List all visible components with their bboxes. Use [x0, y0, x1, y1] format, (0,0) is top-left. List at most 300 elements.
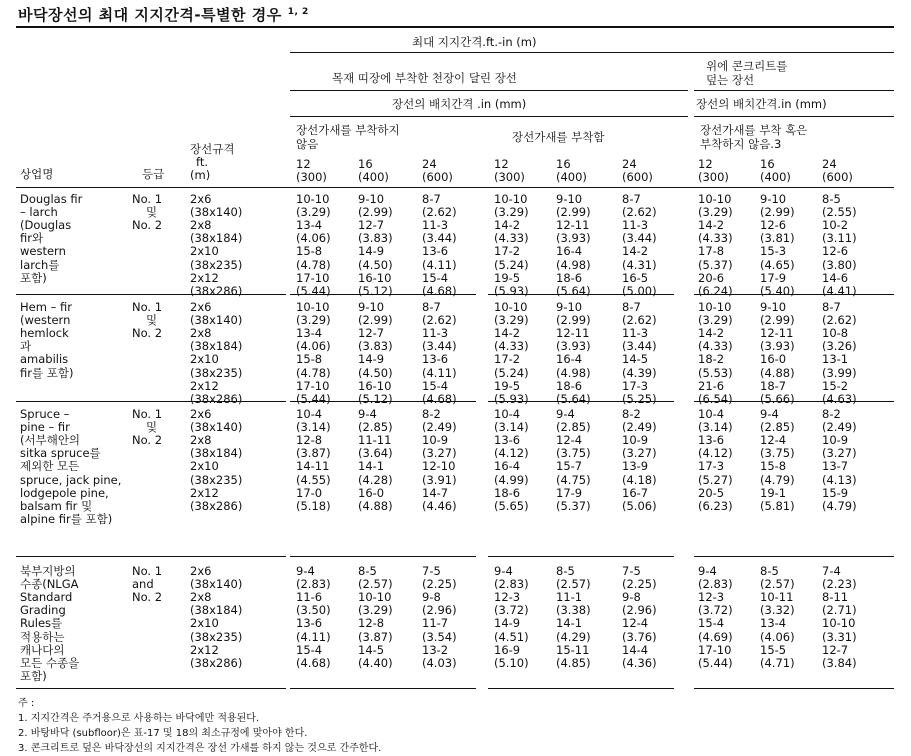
span-ft-in: 8-5 — [760, 564, 779, 578]
span-m: (2.96) — [422, 603, 457, 618]
species-name-line: 캐나다의 — [20, 642, 65, 657]
span-ft-in: 14-5 — [358, 642, 385, 657]
span-m: (2.99) — [760, 313, 795, 328]
header-size-3: (m) — [190, 168, 211, 182]
span-m: (4.65) — [760, 257, 795, 272]
span-ft-in: 10-10 — [358, 590, 392, 605]
species-name-line: Rules를 — [20, 616, 63, 631]
span-ft-in: 16-10 — [358, 378, 392, 393]
span-m: (2.62) — [622, 205, 657, 220]
span-ft-in: 18-2 — [698, 352, 725, 367]
joist-size: 2x6 — [190, 300, 212, 314]
span-m: (4.99) — [494, 472, 529, 487]
span-m: (3.75) — [556, 446, 591, 461]
span-ft-in: 9-4 — [698, 564, 717, 578]
span-m: (3.81) — [760, 231, 795, 246]
span-ft-in: 14-6 — [822, 270, 849, 285]
span-ft-in: 10-11 — [760, 590, 794, 605]
span-m: (3.29) — [698, 205, 733, 220]
span-ft-in: 19-1 — [760, 485, 787, 500]
span-m: (4.12) — [698, 446, 733, 461]
span-ft-in: 16-7 — [622, 485, 649, 500]
joist-size-mm: (38x286) — [190, 655, 243, 670]
section-rule — [694, 556, 894, 557]
header-species: 상업명 — [20, 167, 54, 181]
span-ft-in: 11-3 — [422, 326, 449, 341]
spacing-mm-1: (400) — [358, 170, 389, 184]
span-ft-in: 10-9 — [422, 433, 449, 448]
span-ft-in: 10-8 — [822, 326, 849, 341]
joist-size: 2x8 — [190, 433, 212, 448]
span-ft-in: 8-5 — [358, 564, 377, 578]
span-m: (2.62) — [422, 313, 457, 328]
span-ft-in: 12-7 — [822, 642, 849, 657]
span-m: (5.12) — [358, 283, 393, 298]
span-m: (3.29) — [494, 313, 529, 328]
span-m: (2.62) — [422, 205, 457, 220]
header-spacing-wood: 장선의 배치간격 .in (mm) — [392, 97, 527, 111]
span-m: (3.54) — [422, 629, 457, 644]
span-m: (3.75) — [760, 446, 795, 461]
header-span-title: 최대 지지간격.ft.-in (m) — [412, 35, 537, 49]
span-m: (5.10) — [494, 655, 529, 670]
species-name-line: amabilis — [20, 352, 69, 367]
span-ft-in: 10-9 — [822, 433, 849, 448]
span-ft-in: 12-11 — [556, 326, 590, 341]
span-m: (5.81) — [760, 498, 795, 513]
section-rule — [16, 401, 286, 402]
span-ft-in: 8-5 — [556, 564, 575, 578]
span-m: (2.25) — [622, 577, 657, 592]
joist-size: 2x10 — [190, 244, 219, 259]
joist-size: 2x12 — [190, 485, 219, 500]
span-m: (5.64) — [556, 283, 591, 298]
span-ft-in: 16-4 — [556, 352, 583, 367]
section-rule — [16, 294, 286, 295]
span-m: (4.50) — [358, 365, 393, 380]
grade-line: No. 2 — [132, 590, 163, 605]
span-m: (6.24) — [698, 283, 733, 298]
span-ft-in: 10-10 — [296, 300, 330, 314]
title-text: 바닥장선의 최대 지지간격-특별한 경우 — [18, 6, 282, 24]
span-m: (4.98) — [556, 257, 591, 272]
span-m: (5.00) — [622, 283, 657, 298]
span-ft-in: 14-4 — [622, 642, 649, 657]
span-ft-in: 19-5 — [494, 378, 521, 393]
span-ft-in: 15-8 — [296, 352, 323, 367]
span-m: (3.44) — [622, 339, 657, 354]
span-m: (6.23) — [698, 498, 733, 513]
span-ft-in: 15-5 — [760, 642, 787, 657]
span-m: (5.40) — [760, 283, 795, 298]
span-m: (4.41) — [822, 283, 857, 298]
span-m: (4.50) — [358, 257, 393, 272]
species-name-line: Standard — [20, 590, 73, 605]
grade-line: No. 2 — [132, 326, 163, 341]
span-m: (4.55) — [296, 472, 331, 487]
span-m: (5.37) — [556, 498, 591, 513]
header-rule-spacing-wood — [290, 116, 688, 117]
joist-size-mm: (38x184) — [190, 231, 243, 246]
species-name-line: larch를 — [20, 257, 60, 272]
span-m: (3.91) — [422, 472, 457, 487]
span-ft-in: 18-6 — [494, 485, 521, 500]
span-ft-in: 8-2 — [822, 407, 841, 421]
header-group-concrete-2: 덮는 장선 — [706, 73, 755, 87]
span-m: (2.99) — [556, 313, 591, 328]
span-ft-in: 13-1 — [822, 352, 849, 367]
species-name-line: Grading — [20, 603, 66, 618]
span-ft-in: 8-7 — [622, 300, 641, 314]
span-ft-in: 13-6 — [422, 244, 449, 259]
joist-size: 2x8 — [190, 590, 212, 605]
span-ft-in: 11-3 — [422, 218, 449, 233]
span-ft-in: 15-11 — [556, 642, 590, 657]
span-m: (5.44) — [698, 655, 733, 670]
grade-line: No. 1 — [132, 564, 163, 578]
grade-line: No. 2 — [132, 218, 163, 233]
span-ft-in: 13-6 — [296, 616, 323, 631]
species-name-line: alpine fir를 포함) — [20, 511, 113, 526]
joist-size-mm: (38x184) — [190, 446, 243, 461]
grade-line: No. 1 — [132, 192, 163, 206]
grade-line: No. 2 — [132, 433, 163, 448]
species-name-line: Spruce – — [20, 407, 70, 421]
span-ft-in: 12-4 — [622, 616, 649, 631]
span-m: (5.93) — [494, 283, 529, 298]
span-ft-in: 10-10 — [698, 192, 732, 206]
span-ft-in: 16-4 — [494, 459, 521, 474]
species-name-line: Douglas fir — [20, 192, 83, 206]
span-m: (3.31) — [822, 629, 857, 644]
span-m: (4.18) — [622, 472, 657, 487]
span-m: (3.27) — [622, 446, 657, 461]
spacing-mm-0: (300) — [296, 170, 327, 184]
span-m: (3.87) — [358, 629, 393, 644]
spacing-in-5: 24 — [622, 157, 637, 171]
span-ft-in: 18-6 — [556, 270, 583, 285]
span-m: (5.64) — [556, 391, 591, 406]
span-ft-in: 16-5 — [622, 270, 649, 285]
spacing-in-4: 16 — [556, 157, 571, 171]
span-ft-in: 14-7 — [422, 485, 449, 500]
span-m: (4.46) — [422, 498, 457, 513]
joist-size: 2x8 — [190, 326, 212, 341]
span-m: (4.88) — [358, 498, 393, 513]
grade-line: 및 — [146, 420, 158, 435]
grade-line: 및 — [146, 313, 158, 328]
span-m: (3.44) — [422, 339, 457, 354]
span-m: (3.44) — [422, 231, 457, 246]
span-ft-in: 7-5 — [622, 564, 641, 578]
span-ft-in: 9-10 — [760, 192, 787, 206]
span-m: (4.68) — [422, 391, 457, 406]
spacing-mm-4: (400) — [556, 170, 587, 184]
span-m: (4.11) — [422, 365, 457, 380]
span-ft-in: 9-4 — [358, 407, 377, 421]
footnote-3: 3. 콘크리트로 덮은 바닥장선의 지지간격은 장선 가새를 하지 않는 것으로 간주한다. — [18, 743, 382, 754]
header-spacing-concrete: 장선의 배치간격.in (mm) — [696, 97, 827, 111]
span-ft-in: 9-8 — [422, 590, 441, 605]
span-m: (5.24) — [494, 257, 529, 272]
span-m: (2.99) — [760, 205, 795, 220]
span-ft-in: 10-10 — [494, 300, 528, 314]
span-ft-in: 8-2 — [622, 407, 641, 421]
span-m: (5.06) — [622, 498, 657, 513]
joist-size-mm: (38x286) — [190, 498, 243, 513]
species-name-line: 수종(NLGA — [20, 577, 79, 592]
species-name-line: 포함) — [20, 270, 47, 285]
span-m: (3.27) — [422, 446, 457, 461]
span-ft-in: 15-4 — [296, 642, 323, 657]
span-ft-in: 13-2 — [422, 642, 449, 657]
span-m: (2.99) — [358, 313, 393, 328]
span-ft-in: 12-11 — [556, 218, 590, 233]
joist-size-mm: (38x184) — [190, 603, 243, 618]
span-ft-in: 12-4 — [556, 433, 583, 448]
span-m: (5.37) — [698, 257, 733, 272]
span-m: (4.33) — [698, 231, 733, 246]
span-m: (3.83) — [358, 231, 393, 246]
span-m: (4.11) — [422, 257, 457, 272]
span-ft-in: 12-8 — [358, 616, 385, 631]
joist-size-mm: (38x286) — [190, 283, 243, 298]
span-ft-in: 10-10 — [822, 616, 856, 631]
section-rule — [16, 688, 286, 689]
joist-size-mm: (38x140) — [190, 577, 243, 592]
span-ft-in: 17-10 — [296, 378, 330, 393]
span-ft-in: 11-7 — [422, 616, 449, 631]
species-name-line: 적용하는 — [20, 629, 65, 644]
span-ft-in: 15-8 — [760, 459, 787, 474]
spacing-in-8: 24 — [822, 157, 837, 171]
span-ft-in: 17-0 — [296, 485, 323, 500]
joist-size-mm: (38x235) — [190, 365, 243, 380]
span-ft-in: 9-4 — [760, 407, 779, 421]
span-ft-in: 15-4 — [422, 378, 449, 393]
span-ft-in: 12-6 — [760, 218, 787, 233]
span-ft-in: 17-10 — [698, 642, 732, 657]
span-m: (3.29) — [698, 313, 733, 328]
span-m: (2.83) — [698, 577, 733, 592]
header-rule-group-wood — [290, 90, 688, 91]
header-group-concrete-1: 위에 콘크리트를 — [706, 59, 788, 73]
span-ft-in: 20-6 — [698, 270, 725, 285]
header-either-1: 장선가새를 부착 혹은 — [700, 123, 808, 137]
span-m: (3.76) — [622, 629, 657, 644]
header-bottom-rule — [16, 187, 894, 188]
span-m: (5.27) — [698, 472, 733, 487]
span-m: (4.06) — [760, 629, 795, 644]
span-m: (3.80) — [822, 257, 857, 272]
span-ft-in: 10-2 — [822, 218, 849, 233]
section-rule — [290, 688, 476, 689]
species-name-line: lodgepole pine, — [20, 485, 109, 500]
span-ft-in: 14-9 — [358, 244, 385, 259]
span-ft-in: 16-4 — [556, 244, 583, 259]
span-m: (3.64) — [358, 446, 393, 461]
span-ft-in: 10-10 — [296, 192, 330, 206]
span-m: (4.12) — [494, 446, 529, 461]
span-ft-in: 14-2 — [698, 218, 725, 233]
span-ft-in: 12-3 — [494, 590, 521, 605]
span-ft-in: 15-2 — [822, 378, 849, 393]
header-size-2: ft. — [196, 155, 209, 169]
span-m: (2.55) — [822, 205, 857, 220]
span-ft-in: 9-10 — [358, 300, 385, 314]
span-ft-in: 14-9 — [358, 352, 385, 367]
joist-size: 2x6 — [190, 564, 212, 578]
span-m: (3.72) — [698, 603, 733, 618]
span-m: (3.27) — [822, 446, 857, 461]
span-m: (2.71) — [822, 603, 857, 618]
species-name-line: sitka spruce를 — [20, 446, 101, 461]
joist-size-mm: (38x235) — [190, 629, 243, 644]
span-m: (6.54) — [698, 391, 733, 406]
span-ft-in: 10-4 — [296, 407, 323, 421]
span-ft-in: 10-9 — [622, 433, 649, 448]
span-ft-in: 8-7 — [422, 300, 441, 314]
span-m: (3.29) — [358, 603, 393, 618]
span-ft-in: 17-8 — [698, 244, 725, 259]
grade-line: No. 1 — [132, 300, 163, 314]
span-ft-in: 12-10 — [422, 459, 456, 474]
section-rule — [488, 556, 674, 557]
span-ft-in: 9-10 — [556, 300, 583, 314]
span-ft-in: 9-4 — [494, 564, 513, 578]
span-ft-in: 14-1 — [358, 459, 385, 474]
span-ft-in: 13-4 — [296, 326, 323, 341]
species-name-line: spruce, jack pine, — [20, 472, 122, 487]
span-ft-in: 15-4 — [698, 616, 725, 631]
joist-size-mm: (38x184) — [190, 339, 243, 354]
span-ft-in: 16-10 — [358, 270, 392, 285]
span-m: (4.68) — [422, 283, 457, 298]
span-ft-in: 10-10 — [494, 192, 528, 206]
grade-line: No. 1 — [132, 407, 163, 421]
header-grade: 등급 — [142, 167, 165, 181]
span-ft-in: 11-11 — [358, 433, 392, 448]
span-m: (2.96) — [622, 603, 657, 618]
span-ft-in: 8-7 — [422, 192, 441, 206]
footnote-2: 2. 바탕바닥 (subfloor)은 표-17 및 18의 최소규정에 맞아야 한다. — [18, 728, 308, 739]
spacing-in-2: 24 — [422, 157, 437, 171]
span-m: (4.79) — [822, 498, 857, 513]
section-rule — [290, 556, 476, 557]
span-ft-in: 12-4 — [760, 433, 787, 448]
species-name-line: (서부해안의 — [20, 433, 81, 448]
span-ft-in: 17-2 — [494, 352, 521, 367]
span-m: (5.66) — [760, 391, 795, 406]
span-m: (4.29) — [556, 629, 591, 644]
header-rule-spacing-concrete — [694, 116, 894, 117]
header-either-2: 부착하지 않음.3 — [700, 137, 782, 151]
span-ft-in: 7-5 — [422, 564, 441, 578]
spacing-mm-8: (600) — [822, 170, 853, 184]
span-ft-in: 13-4 — [296, 218, 323, 233]
joist-size-mm: (38x140) — [190, 205, 243, 220]
species-name-line: 제외한 모든 — [20, 459, 80, 474]
span-m: (4.98) — [556, 365, 591, 380]
span-ft-in: 12-3 — [698, 590, 725, 605]
span-ft-in: 12-6 — [822, 244, 849, 259]
span-m: (3.93) — [760, 339, 795, 354]
span-ft-in: 15-7 — [556, 459, 583, 474]
span-m: (4.68) — [296, 655, 331, 670]
span-m: (5.93) — [494, 391, 529, 406]
span-m: (3.29) — [494, 205, 529, 220]
span-m: (4.79) — [760, 472, 795, 487]
joist-size: 2x10 — [190, 459, 219, 474]
span-m: (3.84) — [822, 655, 857, 670]
joist-size: 2x12 — [190, 642, 219, 657]
span-m: (2.57) — [358, 577, 393, 592]
span-ft-in: 10-4 — [494, 407, 521, 421]
page-title — [18, 4, 309, 25]
span-m: (5.18) — [296, 498, 331, 513]
header-group-wood: 목재 띠장에 부착한 천장이 달린 장선 — [332, 71, 517, 85]
spacing-in-6: 12 — [698, 157, 713, 171]
span-ft-in: 8-5 — [822, 192, 841, 206]
span-m: (4.69) — [698, 629, 733, 644]
footnotes — [18, 696, 381, 756]
span-ft-in: 8-11 — [822, 590, 849, 605]
span-ft-in: 16-9 — [494, 642, 521, 657]
species-name-line: (Douglas — [20, 218, 72, 233]
span-m: (2.85) — [358, 420, 393, 435]
joist-size: 2x12 — [190, 378, 219, 393]
span-m: (3.93) — [556, 339, 591, 354]
footnote-heading: 주 : — [18, 698, 35, 709]
span-m: (3.93) — [556, 231, 591, 246]
span-m: (4.33) — [494, 231, 529, 246]
span-m: (2.49) — [422, 420, 457, 435]
joist-size: 2x12 — [190, 270, 219, 285]
species-name-line: (western — [20, 313, 71, 328]
span-m: (2.83) — [494, 577, 529, 592]
spacing-in-7: 16 — [760, 157, 775, 171]
span-ft-in: 16-0 — [358, 485, 385, 500]
span-m: (2.49) — [622, 420, 657, 435]
span-ft-in: 8-7 — [622, 192, 641, 206]
header-no-bridging-2: 않음 — [296, 137, 319, 151]
span-m: (2.83) — [296, 577, 331, 592]
joist-size-mm: (38x235) — [190, 257, 243, 272]
span-m: (3.32) — [760, 603, 795, 618]
span-ft-in: 14-2 — [494, 218, 521, 233]
span-ft-in: 17-9 — [760, 270, 787, 285]
span-ft-in: 21-6 — [698, 378, 725, 393]
section-rule — [16, 556, 286, 557]
span-m: (3.44) — [622, 231, 657, 246]
joist-size-mm: (38x140) — [190, 420, 243, 435]
span-m: (3.99) — [822, 365, 857, 380]
span-m: (4.33) — [698, 339, 733, 354]
span-m: (2.62) — [822, 313, 857, 328]
spacing-in-3: 12 — [494, 157, 509, 171]
span-ft-in: 19-5 — [494, 270, 521, 285]
span-m: (4.78) — [296, 257, 331, 272]
span-m: (4.31) — [622, 257, 657, 272]
span-m: (4.33) — [494, 339, 529, 354]
span-ft-in: 17-2 — [494, 244, 521, 259]
table-top-rule — [16, 26, 894, 28]
span-ft-in: 9-10 — [358, 192, 385, 206]
span-m: (2.23) — [822, 577, 857, 592]
span-m: (2.99) — [556, 205, 591, 220]
span-m: (4.06) — [296, 231, 331, 246]
span-m: (2.57) — [556, 577, 591, 592]
